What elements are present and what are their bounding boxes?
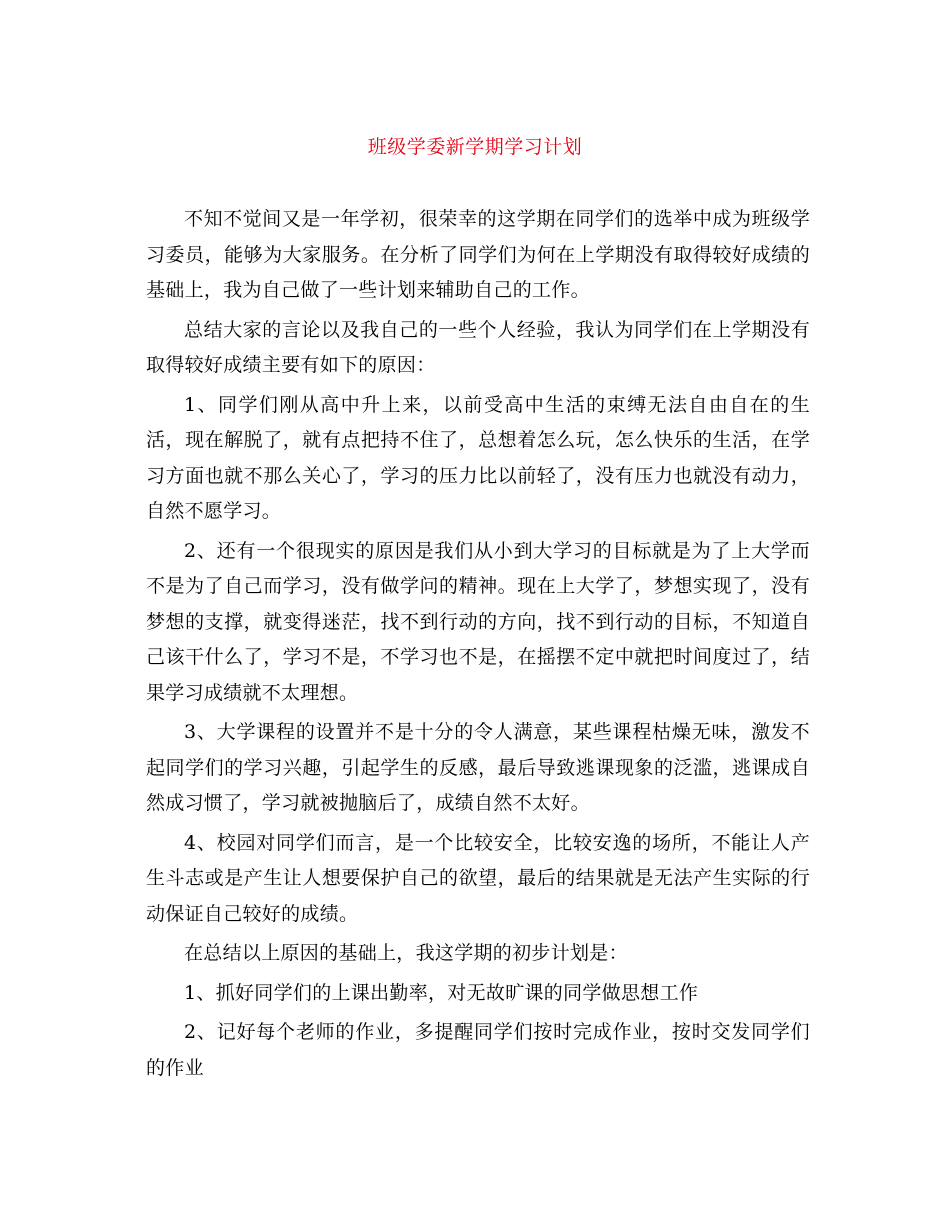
document-body [146, 202, 810, 1090]
paragraph: 3、大学课程的设置并不是十分的令人满意，某些课程枯燥无味，激发不起同学们的学习兴趣，引起学生的反感，最后导致逃课现象的泛滥，逃课成自然成习惯了，学习就被抛脑后了，成绩自然不太好。 [146, 721, 810, 814]
paragraph: 总结大家的言论以及我自己的一些个人经验，我认为同学们在上学期没有取得较好成绩主要有如下的原因： [146, 318, 810, 376]
document-title: 班级学委新学期学习计划 [367, 136, 583, 158]
paragraph: 在总结以上原因的基础上，我这学期的初步计划是： [184, 942, 628, 964]
paragraph: 4、校园对同学们而言，是一个比较安全，比较安逸的场所，不能让人产生斗志或是产生让人想要保护自己的欲望，最后的结果就是无法产生实际的行动保证自己较好的成绩。 [146, 831, 810, 925]
paragraph: 2、记好每个老师的作业，多提醒同学们按时完成作业，按时交发同学们的作业 [146, 1021, 810, 1079]
paragraph: 不知不觉间又是一年学初，很荣幸的这学期在同学们的选举中成为班级学习委员，能够为大家服务。在分析了同学们为何在上学期没有取得较好成绩的基础上，我为自己做了一些计划来辅助自己的工作。 [146, 208, 810, 301]
paragraph: 2、还有一个很现实的原因是我们从小到大学习的目标就是为了上大学而不是为了自己而学习，没有做学问的精神。现在上大学了，梦想实现了，没有梦想的支撑，就变得迷茫，找不到行动的方向，找不到行动的目标，不知道自己该干什么了，学习不是，不学习也不是，在摇摆不定中就把时间度过了，结果学习成绩就不太理想。 [146, 539, 810, 704]
paragraph: 1、同学们刚从高中升上来，以前受高中生活的束缚无法自由自在的生活，现在解脱了，就有点把持不住了，总想着怎么玩，怎么快乐的生活，在学习方面也就不那么关心了，学习的压力比以前轻了，没有压力也就没有动力，自然不愿学习。 [146, 393, 810, 522]
paragraph: 1、抓好同学们的上课出勤率，对无故旷课的同学做思想工作 [184, 981, 699, 1004]
